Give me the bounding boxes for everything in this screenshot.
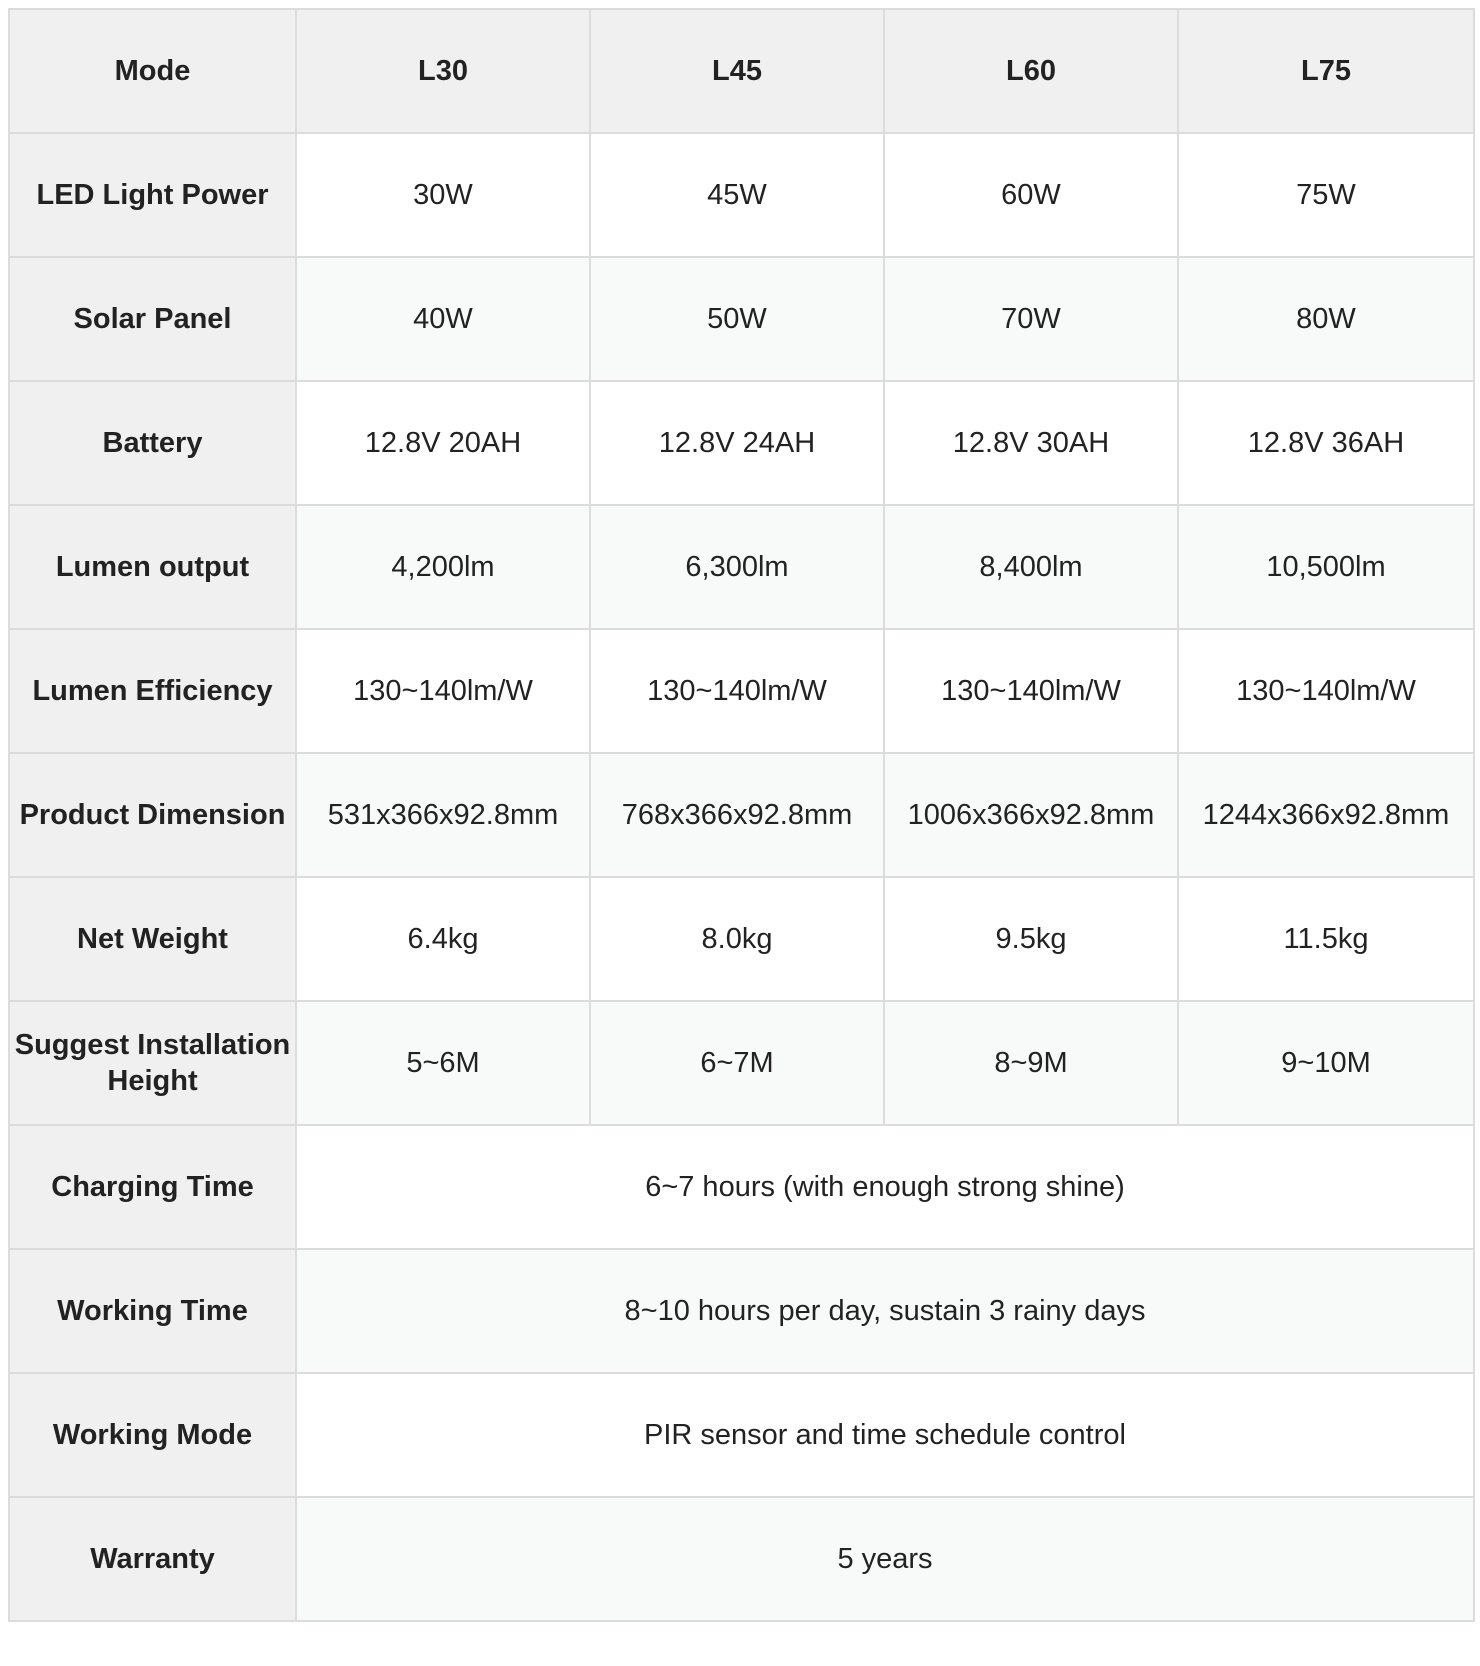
table-cell: 50W: [590, 257, 884, 381]
model-header: L30: [296, 9, 590, 133]
row-label: Working Mode: [9, 1373, 296, 1497]
table-cell: 6.4kg: [296, 877, 590, 1001]
table-row: [9, 257, 1474, 381]
merged-cell: PIR sensor and time schedule control: [296, 1373, 1474, 1497]
spec-table: [8, 8, 1475, 1622]
row-label: Lumen Efficiency: [9, 629, 296, 753]
row-label: LED Light Power: [9, 133, 296, 257]
table-row: [9, 1249, 1474, 1373]
table-cell: 11.5kg: [1178, 877, 1474, 1001]
table-cell: 8.0kg: [590, 877, 884, 1001]
table-cell: 45W: [590, 133, 884, 257]
row-label: Net Weight: [9, 877, 296, 1001]
row-label: Warranty: [9, 1497, 296, 1621]
row-label: Suggest Installation Height: [9, 1001, 296, 1125]
merged-cell: 5 years: [296, 1497, 1474, 1621]
row-label: Battery: [9, 381, 296, 505]
table-cell: 80W: [1178, 257, 1474, 381]
table-cell: 531x366x92.8mm: [296, 753, 590, 877]
table-cell: 12.8V 36AH: [1178, 381, 1474, 505]
row-label: Lumen output: [9, 505, 296, 629]
table-row: [9, 753, 1474, 877]
table-cell: 4,200lm: [296, 505, 590, 629]
table-cell: 70W: [884, 257, 1178, 381]
table-cell: 10,500lm: [1178, 505, 1474, 629]
header-label: Mode: [9, 9, 296, 133]
table-row: [9, 505, 1474, 629]
table-cell: 30W: [296, 133, 590, 257]
row-label: Working Time: [9, 1249, 296, 1373]
table-cell: 5~6M: [296, 1001, 590, 1125]
model-header: L45: [590, 9, 884, 133]
table-row: [9, 629, 1474, 753]
table-cell: 6~7M: [590, 1001, 884, 1125]
table-cell: 12.8V 20AH: [296, 381, 590, 505]
table-cell: 768x366x92.8mm: [590, 753, 884, 877]
table-cell: 9.5kg: [884, 877, 1178, 1001]
table-cell: 130~140lm/W: [1178, 629, 1474, 753]
table-row: [9, 1497, 1474, 1621]
row-label: Product Dimension: [9, 753, 296, 877]
table-cell: 60W: [884, 133, 1178, 257]
table-cell: 12.8V 30AH: [884, 381, 1178, 505]
merged-cell: 6~7 hours (with enough strong shine): [296, 1125, 1474, 1249]
table-row: [9, 1125, 1474, 1249]
table-cell: 40W: [296, 257, 590, 381]
table-cell: 130~140lm/W: [884, 629, 1178, 753]
table-row: [9, 1373, 1474, 1497]
model-header: L75: [1178, 9, 1474, 133]
table-cell: 12.8V 24AH: [590, 381, 884, 505]
header-row: [9, 9, 1474, 133]
table-cell: 130~140lm/W: [296, 629, 590, 753]
row-label: Charging Time: [9, 1125, 296, 1249]
table-cell: 8~9M: [884, 1001, 1178, 1125]
table-cell: 75W: [1178, 133, 1474, 257]
table-cell: 9~10M: [1178, 1001, 1474, 1125]
table-cell: 1006x366x92.8mm: [884, 753, 1178, 877]
table-cell: 130~140lm/W: [590, 629, 884, 753]
table-row: [9, 381, 1474, 505]
table-cell: 1244x366x92.8mm: [1178, 753, 1474, 877]
table-cell: 8,400lm: [884, 505, 1178, 629]
table-row: [9, 877, 1474, 1001]
model-header: L60: [884, 9, 1178, 133]
table-cell: 6,300lm: [590, 505, 884, 629]
merged-cell: 8~10 hours per day, sustain 3 rainy days: [296, 1249, 1474, 1373]
table-row: [9, 133, 1474, 257]
row-label: Solar Panel: [9, 257, 296, 381]
table-row: [9, 1001, 1474, 1125]
